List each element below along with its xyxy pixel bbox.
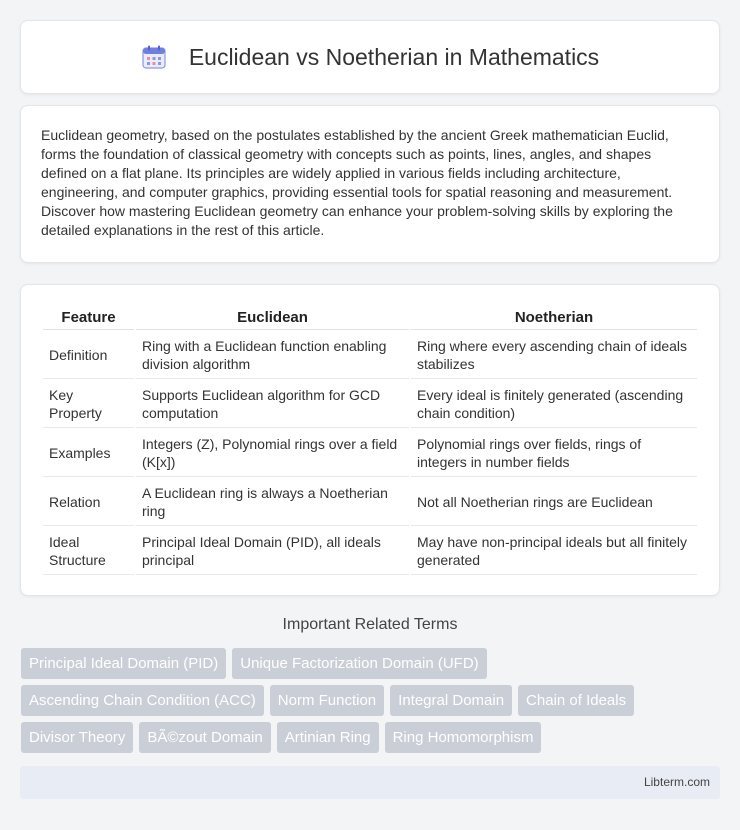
euclidean-cell: A Euclidean ring is always a Noetherian ring: [136, 479, 409, 526]
intro-paragraph: Euclidean geometry, based on the postulates established by the ancient Greek mathematician Euclid, forms the foundation of classical geometry with concepts such as points, lines, angles, and shapes defined on a flat plane. Its principles are widely applied in various fields including architecture, engineering, and computer graphics, providing essential tools for spatial reasoning and measurement. Discover how mastering Euclidean geometry can enhance your problem-solving skills by exploring the detailed explanations in the rest of this article.: [41, 127, 673, 238]
tag-row: [21, 722, 721, 753]
comparison-table: [41, 305, 699, 577]
related-terms-list: [21, 648, 721, 759]
feature-cell: Relation: [43, 479, 134, 526]
tag-bezout-domain[interactable]: BÃ©zout Domain: [139, 722, 270, 753]
table-row: [43, 381, 697, 428]
header-card: [20, 20, 720, 94]
feature-cell: Definition: [43, 332, 134, 379]
noetherian-cell: Not all Noetherian rings are Euclidean: [411, 479, 697, 526]
euclidean-cell: Supports Euclidean algorithm for GCD computation: [136, 381, 409, 428]
tag-artinian-ring[interactable]: Artinian Ring: [277, 722, 379, 753]
tag-chain-of-ideals[interactable]: Chain of Ideals: [518, 685, 634, 716]
footer: [20, 766, 720, 799]
feature-cell: Examples: [43, 430, 134, 477]
euclidean-cell: Ring with a Euclidean function enabling division algorithm: [136, 332, 409, 379]
related-terms-title: Important Related Terms: [282, 616, 458, 633]
table-row: [43, 479, 697, 526]
comparison-table-card: [20, 284, 720, 596]
column-header-euclidean: Euclidean: [136, 307, 409, 330]
tag-principal-ideal-domain[interactable]: Principal Ideal Domain (PID): [21, 648, 226, 679]
euclidean-cell: Principal Ideal Domain (PID), all ideals principal: [136, 528, 409, 575]
feature-cell: Key Property: [43, 381, 134, 428]
tag-integral-domain[interactable]: Integral Domain: [390, 685, 512, 716]
column-header-noetherian: Noetherian: [411, 307, 697, 330]
tag-divisor-theory[interactable]: Divisor Theory: [21, 722, 133, 753]
tag-row: [21, 648, 721, 679]
table-row: [43, 430, 697, 477]
noetherian-cell: Every ideal is finitely generated (ascending chain condition): [411, 381, 697, 428]
intro-card: [20, 105, 720, 263]
page-title: Euclidean vs Noetherian in Mathematics: [188, 43, 600, 70]
table-header-row: [43, 307, 697, 330]
noetherian-cell: Ring where every ascending chain of ideals stabilizes: [411, 332, 697, 379]
euclidean-cell: Integers (Z), Polynomial rings over a field (K[x]): [136, 430, 409, 477]
tag-ring-homomorphism[interactable]: Ring Homomorphism: [385, 722, 542, 753]
tag-unique-factorization-domain[interactable]: Unique Factorization Domain (UFD): [232, 648, 486, 679]
footer-site-link[interactable]: Libterm.com: [643, 775, 710, 789]
feature-cell: Ideal Structure: [43, 528, 134, 575]
tag-norm-function[interactable]: Norm Function: [270, 685, 384, 716]
noetherian-cell: Polynomial rings over fields, rings of integers in number fields: [411, 430, 697, 477]
table-row: [43, 528, 697, 575]
tag-row: [21, 685, 721, 716]
noetherian-cell: May have non-principal ideals but all finitely generated: [411, 528, 697, 575]
tag-ascending-chain-condition[interactable]: Ascending Chain Condition (ACC): [21, 685, 264, 716]
column-header-feature: Feature: [43, 307, 134, 330]
table-row: [43, 332, 697, 379]
calendar-icon: [141, 44, 167, 70]
